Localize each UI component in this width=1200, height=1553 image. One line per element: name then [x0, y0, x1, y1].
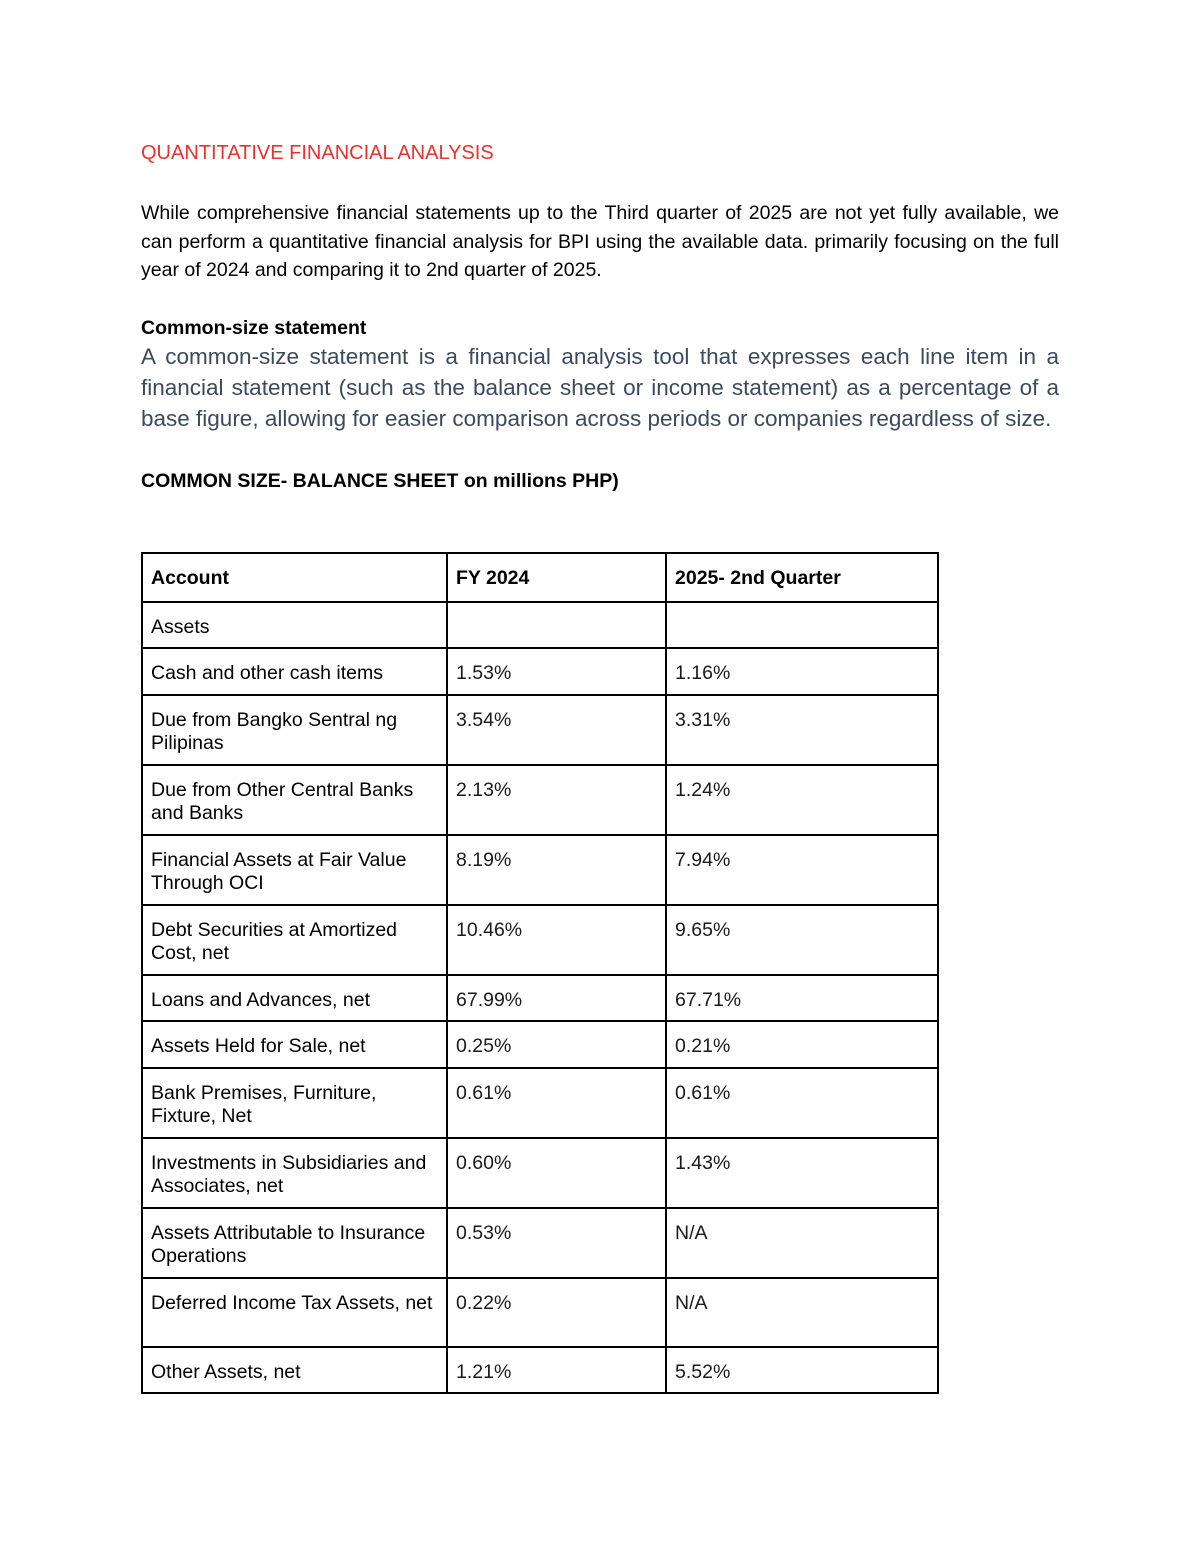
fy2024-cell: 1.53%: [447, 648, 666, 695]
fy2024-cell: 10.46%: [447, 905, 666, 975]
fy2024-cell: 0.61%: [447, 1068, 666, 1138]
table-row: [142, 648, 938, 695]
account-cell: Financial Assets at Fair Value Through OCI: [142, 835, 447, 905]
table-row: [142, 1138, 938, 1208]
fy2024-cell: 67.99%: [447, 975, 666, 1022]
account-cell: Assets Held for Sale, net: [142, 1021, 447, 1068]
table-row: [142, 975, 938, 1022]
account-cell: Loans and Advances, net: [142, 975, 447, 1022]
fy2024-cell: 0.60%: [447, 1138, 666, 1208]
account-cell: Investments in Subsidiaries and Associates, net: [142, 1138, 447, 1208]
account-cell: Due from Other Central Banks and Banks: [142, 765, 447, 835]
account-cell: Bank Premises, Furniture, Fixture, Net: [142, 1068, 447, 1138]
account-cell: Cash and other cash items: [142, 648, 447, 695]
definition-paragraph: A common-size statement is a financial analysis tool that expresses each line item in a financial statement (such as the balance sheet or income statement) as a percentage of a base figure, allowing for easier comparison across periods or companies regardless of size.: [141, 343, 1059, 431]
fy2024-cell: [447, 602, 666, 649]
document-title: QUANTITATIVE FINANCIAL ANALYSIS: [141, 142, 494, 164]
table-row: [142, 1278, 938, 1347]
account-cell: Assets Attributable to Insurance Operations: [142, 1208, 447, 1278]
table-row: [142, 1068, 938, 1138]
q2-2025-cell: N/A: [666, 1208, 938, 1278]
q2-2025-cell: 1.16%: [666, 648, 938, 695]
table-row: [142, 905, 938, 975]
q2-2025-cell: N/A: [666, 1278, 938, 1347]
header-account: Account: [142, 553, 447, 602]
q2-2025-cell: 1.43%: [666, 1138, 938, 1208]
fy2024-cell: 0.22%: [447, 1278, 666, 1347]
q2-2025-cell: 7.94%: [666, 835, 938, 905]
fy2024-cell: 0.53%: [447, 1208, 666, 1278]
q2-2025-cell: 67.71%: [666, 975, 938, 1022]
table-row: [142, 1347, 938, 1394]
header-fy2024: FY 2024: [447, 553, 666, 602]
q2-2025-cell: 0.21%: [666, 1021, 938, 1068]
table-row: [142, 695, 938, 765]
account-cell: Debt Securities at Amortized Cost, net: [142, 905, 447, 975]
q2-2025-cell: [666, 602, 938, 649]
intro-paragraph: While comprehensive financial statements up to the Third quarter of 2025 are not yet fully available, we can perform a quantitative financial analysis for BPI using the available data. primarily focusing on the full year of 2024 and comparing it to 2nd quarter of 2025.: [141, 202, 1059, 281]
account-cell: Other Assets, net: [142, 1347, 447, 1394]
fy2024-cell: 1.21%: [447, 1347, 666, 1394]
fy2024-cell: 8.19%: [447, 835, 666, 905]
fy2024-cell: 0.25%: [447, 1021, 666, 1068]
document-page: [141, 138, 1059, 1383]
q2-2025-cell: 9.65%: [666, 905, 938, 975]
common-size-balance-table: [141, 552, 939, 1394]
table-heading: COMMON SIZE- BALANCE SHEET on millions PHP): [141, 469, 619, 492]
section-heading-common-size: Common-size statement: [141, 316, 367, 339]
table-row: [142, 765, 938, 835]
account-cell: Assets: [142, 602, 447, 649]
fy2024-cell: 2.13%: [447, 765, 666, 835]
q2-2025-cell: 1.24%: [666, 765, 938, 835]
table-header-row: [142, 553, 938, 602]
table-row: [142, 835, 938, 905]
q2-2025-cell: 0.61%: [666, 1068, 938, 1138]
account-cell: Due from Bangko Sentral ng Pilipinas: [142, 695, 447, 765]
q2-2025-cell: 3.31%: [666, 695, 938, 765]
table-row: [142, 602, 938, 649]
table-row: [142, 1021, 938, 1068]
account-cell: Deferred Income Tax Assets, net: [142, 1278, 447, 1347]
header-q2-2025: 2025- 2nd Quarter: [666, 553, 938, 602]
fy2024-cell: 3.54%: [447, 695, 666, 765]
table-row: [142, 1208, 938, 1278]
q2-2025-cell: 5.52%: [666, 1347, 938, 1394]
